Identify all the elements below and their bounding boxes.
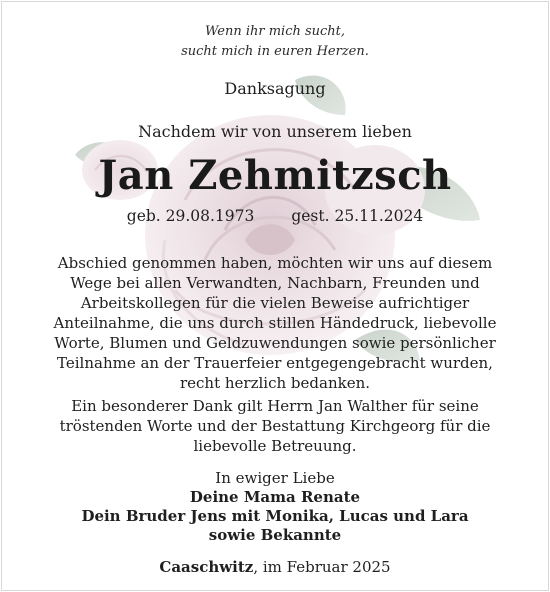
mourner-line: Deine Mama Renate <box>189 488 361 506</box>
epigraph-quote <box>0 22 550 62</box>
quote-line: sucht mich in euren Herzen. <box>181 44 369 59</box>
paragraph-line: liebevolle Betreuung. <box>193 437 357 455</box>
place-name: Caaschwitz <box>159 558 254 576</box>
paragraph-line: Worte, Blumen und Geldzuwendungen sowie persönlicher <box>54 334 496 352</box>
life-dates <box>0 207 550 225</box>
intro-line: Nachdem wir von unserem lieben <box>138 122 412 141</box>
paragraph-line: Abschied genommen haben, möchten wir uns auf diesem <box>57 254 493 272</box>
paragraph-line: Ein besonderer Dank gilt Herrn Jan Walther für seine <box>71 397 479 415</box>
special-thanks-paragraph <box>20 396 530 456</box>
closing-block <box>0 469 550 545</box>
death-date: gest. 25.11.2024 <box>291 207 424 225</box>
notice-date: , im Februar 2025 <box>253 558 391 576</box>
paragraph-line: Anteilnahme, die uns durch stillen Händedruck, liebevolle <box>53 314 497 332</box>
thanks-paragraph <box>20 253 530 393</box>
mourner-line: Dein Bruder Jens mit Monika, Lucas und Lara <box>81 507 469 525</box>
paragraph-line: Arbeitskollegen für die vielen Beweise aufrichtiger <box>80 294 470 312</box>
paragraph-line: tröstenden Worte und der Bestattung Kirchgeorg für die <box>59 417 491 435</box>
paragraph-line: Teilnahme an der Trauerfeier entgegengebracht wurden, <box>57 354 493 372</box>
quote-line: Wenn ihr mich sucht, <box>204 24 346 39</box>
mourner-line: sowie Bekannte <box>208 526 342 544</box>
birth-date: geb. 29.08.1973 <box>126 207 255 225</box>
paragraph-line: Wege bei allen Verwandten, Nachbarn, Freunden und <box>70 274 480 292</box>
place-and-date <box>0 558 550 576</box>
closing-phrase: In ewiger Liebe <box>215 469 335 487</box>
notice-heading: Danksagung <box>224 79 326 98</box>
paragraph-line: recht herzlich bedanken. <box>179 374 371 392</box>
deceased-name: Jan Zehmitzsch <box>98 152 452 199</box>
